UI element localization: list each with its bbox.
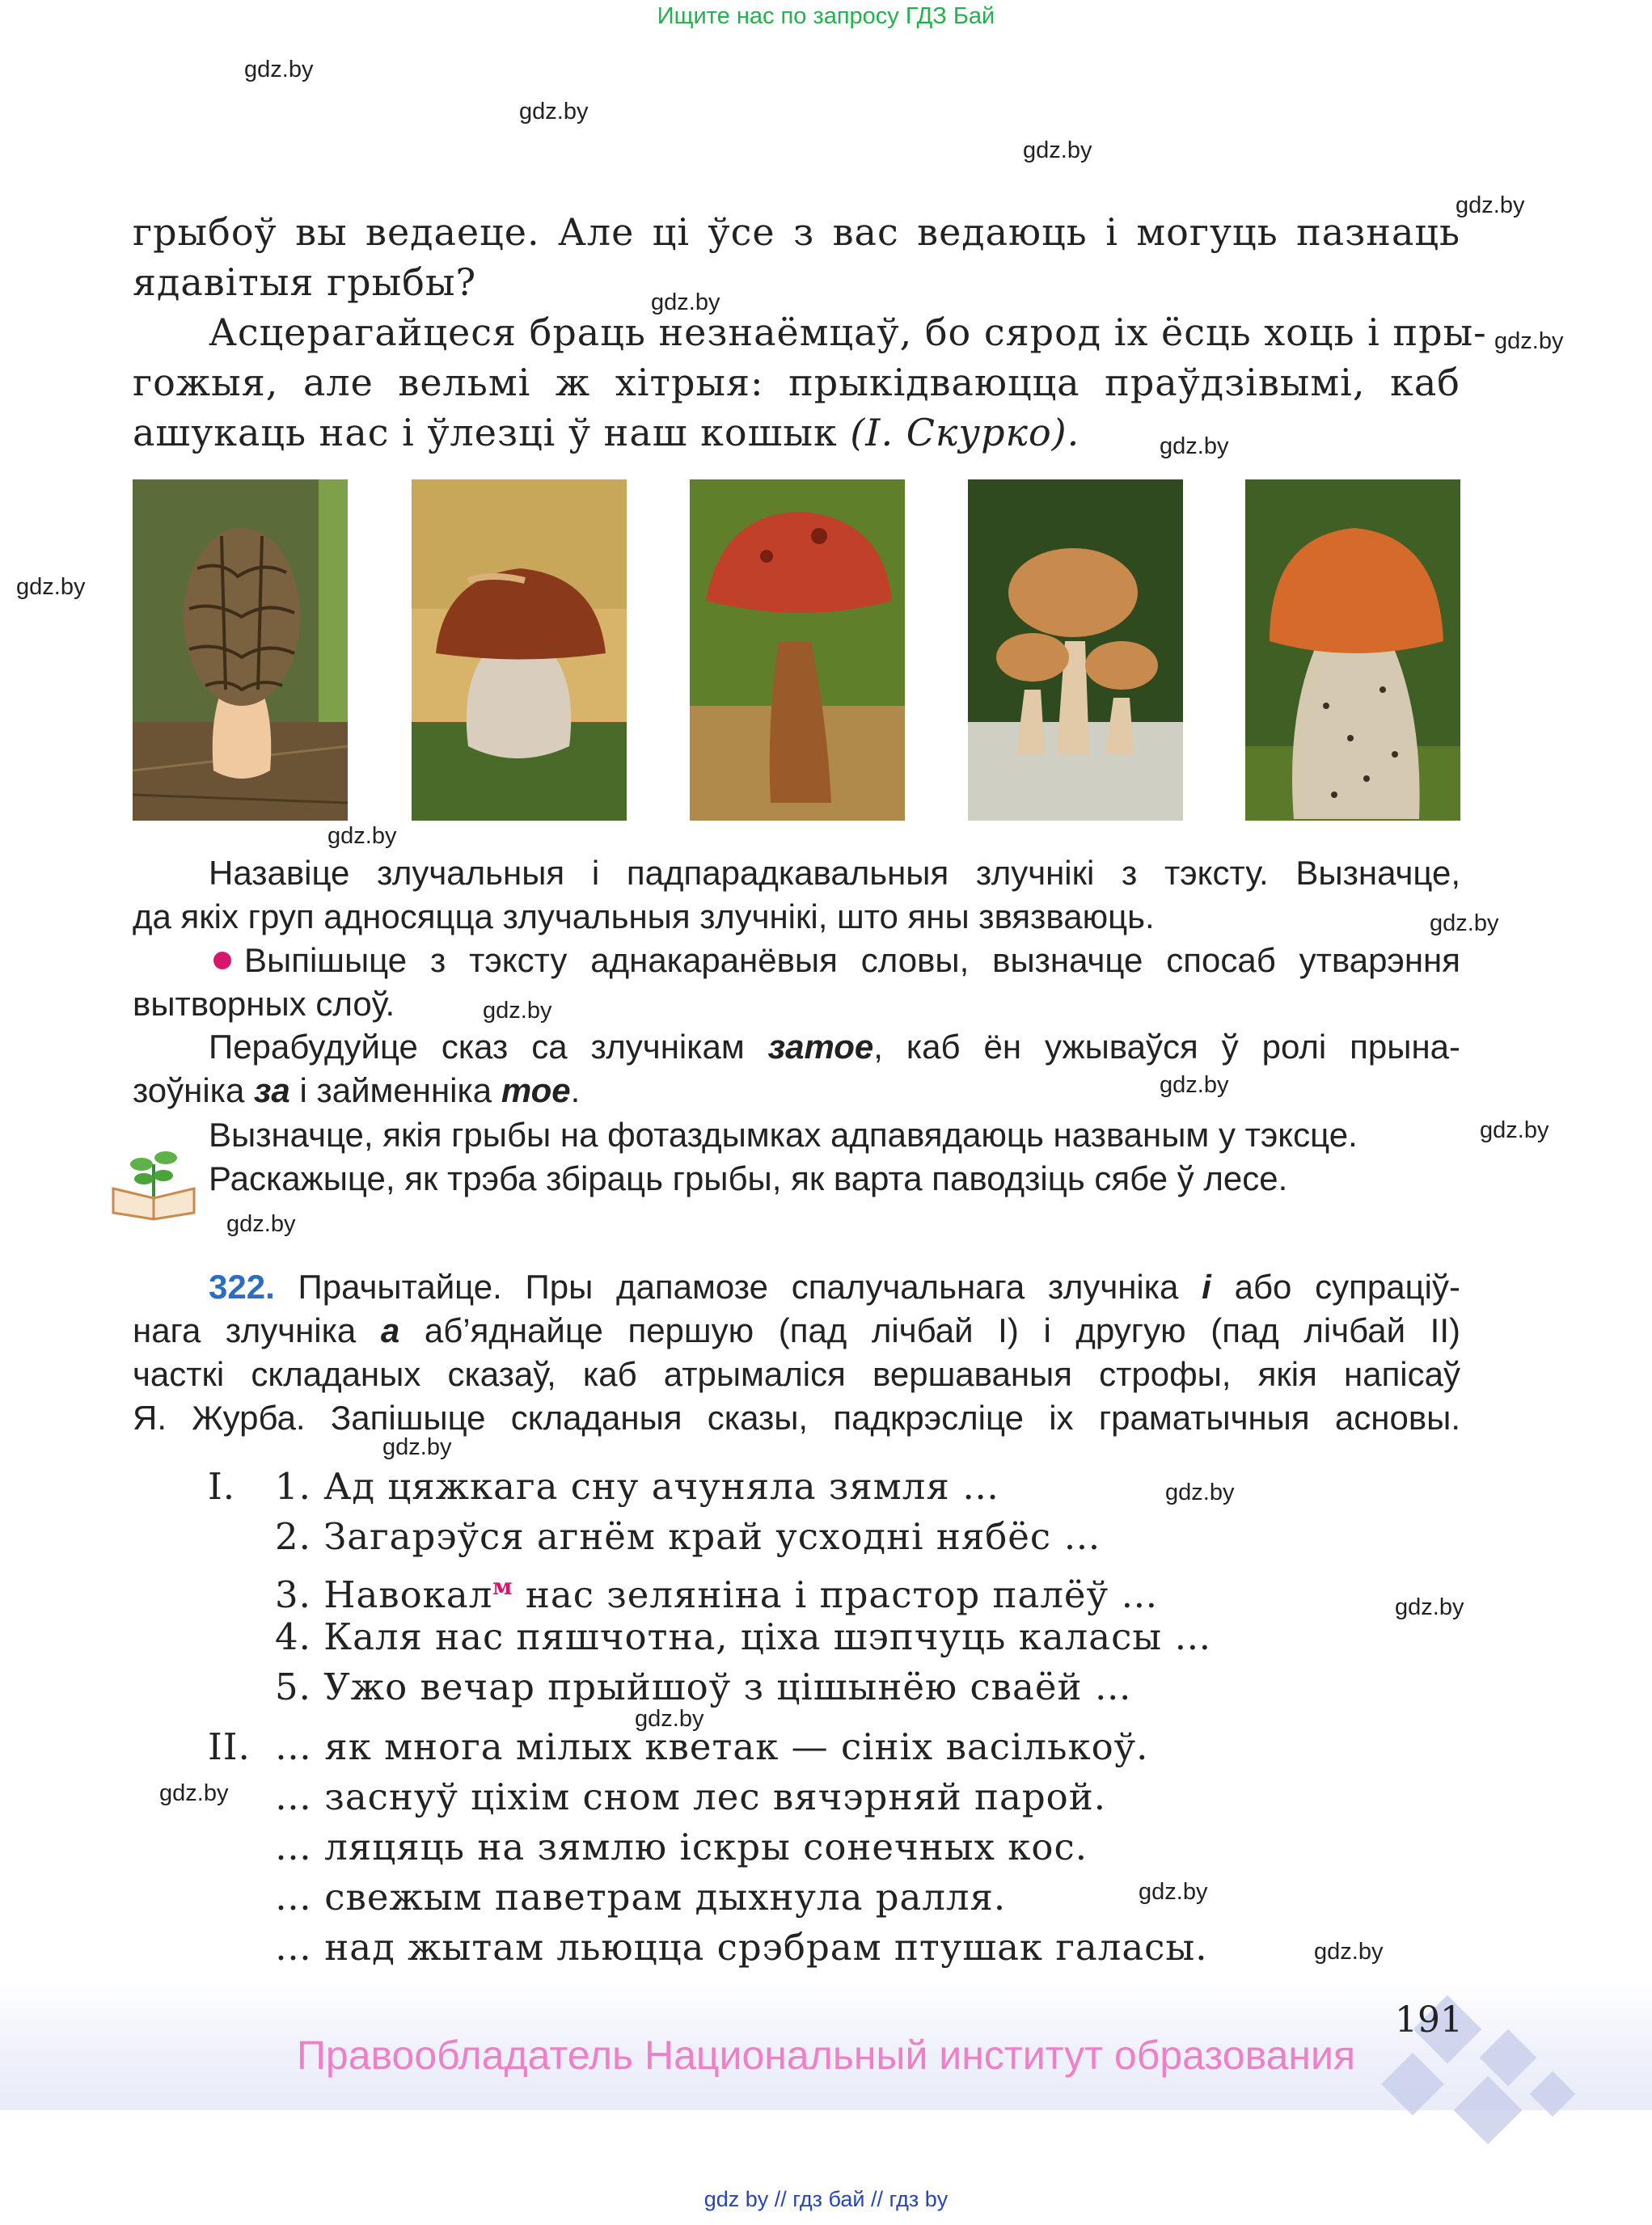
exercise-text: часткі складаных сказаў, каб атрымаліся вершаваныя строфы, якія напісаў: [133, 1355, 1460, 1393]
watermark: gdz.by: [16, 574, 86, 600]
text-line: ядавітыя грыбы?: [133, 260, 477, 304]
exercise-keyword: і: [1202, 1268, 1211, 1306]
task-line: Выпішыце з тэксту аднакаранёвыя словы, вызначце спосаб утварэння: [244, 941, 1460, 979]
task-line: да якіх груп адносяцца злучальныя злучнікі, што яны звязваюць.: [133, 897, 1155, 935]
task-line: Назавіце злучальныя і падпарадкавальныя злучнікі з тэксту. Вызначце,: [209, 854, 1460, 892]
text-line: ашукаць нас і ўлезці ў наш кошык: [133, 411, 838, 454]
poem-line: 4. Каля нас пяшчотна, ціха шэпчуць каласы …: [275, 1615, 1212, 1658]
exercise-text: аб’яднайце першую (пад лічбай І) і другую (пад лічбай ІІ): [399, 1311, 1460, 1349]
task-1: [133, 851, 1460, 939]
task-text: і займенніка: [289, 1071, 501, 1109]
poem-part-label: ІІ.: [208, 1725, 251, 1768]
watermark: gdz.by: [244, 57, 314, 82]
exercise-text: Я. Журба. Запішыце складаныя сказы, падкрэсліце іх граматычныя асновы.: [133, 1399, 1460, 1437]
watermark: gdz.by: [159, 1780, 229, 1806]
watermark: gdz.by: [1160, 433, 1229, 459]
poem-line: 5. Ужо вечар прыйшоў з цішынёю сваёй …: [275, 1666, 1132, 1708]
task-line: Раскажыце, як трэба збіраць грыбы, як варта паводзіць сябе ў лесе.: [209, 1159, 1288, 1197]
watermark: gdz.by: [1314, 1939, 1384, 1965]
watermark: gdz.by: [1430, 910, 1499, 936]
watermark: gdz.by: [1456, 192, 1525, 218]
task-line: вытворных слоў.: [133, 985, 395, 1023]
watermark: gdz.by: [1480, 1117, 1549, 1143]
poem-line: 2. Загарэўся агнём край усходні нябёс …: [275, 1515, 1101, 1558]
task-3: [133, 1025, 1460, 1112]
task-keyword: тое: [501, 1071, 571, 1109]
morel-mushroom-photo: [133, 479, 348, 821]
poem-line: 1. Ад цяжкага сну ачуняла зямля …: [275, 1465, 1000, 1508]
exercise-text: або супраціў-: [1210, 1268, 1461, 1306]
watermark: gdz.by: [635, 1706, 704, 1732]
watermark: gdz.by: [651, 289, 720, 315]
watermark: gdz.by: [1023, 137, 1092, 163]
task-4: [133, 1113, 1460, 1201]
author: (І. Скурко).: [850, 411, 1080, 454]
watermark: gdz.by: [1160, 1072, 1229, 1098]
watermark: gdz.by: [1395, 1594, 1464, 1620]
page-number: 191: [1395, 1999, 1463, 2041]
poem-part-label: І.: [208, 1465, 236, 1508]
task-text: .: [570, 1071, 581, 1109]
watermark: gdz.by: [226, 1211, 296, 1237]
exercise-text: нага злучніка: [133, 1311, 381, 1349]
honey-fungus-photo: [968, 479, 1183, 821]
exercise-number: 322.: [209, 1268, 275, 1306]
top-banner: Ищите нас по запросу ГДЗ Бай: [657, 3, 995, 29]
task-line: Вызначце, якія грыбы на фотаздымках адпавядаюць названым у тэксце.: [209, 1116, 1358, 1154]
footer-links: gdz by // гдз бай // гдз by: [703, 2187, 949, 2211]
poem-line: … як многа мілых кветак — сініх васількоў.: [275, 1725, 1149, 1768]
watermark: gdz.by: [382, 1434, 452, 1460]
porcini-mushroom-photo: [412, 479, 627, 821]
text-line: Асцерагайцеся браць незнаёмцаў, бо сярод іх ёсць хоць і пры-: [209, 310, 1487, 354]
copyright: Правообладатель Национальный институт образования: [296, 2033, 1356, 2078]
task-text: Перабудуйце сказ са злучнікам: [209, 1028, 768, 1066]
orange-cap-boletus-photo: [1245, 479, 1460, 821]
watermark: gdz.by: [1494, 328, 1564, 354]
poem-line: 3. Навокал$^м$ нас зеляніна і прастор палёў …: [275, 1573, 1159, 1616]
poem-line: … заснуў ціхім сном лес вячэрняй парой.: [275, 1775, 1107, 1818]
text-line: гожыя, але вельмі ж хітрыя: прыкідваюцца праўдзівымі, каб: [133, 361, 1460, 404]
bullet-icon: [213, 952, 231, 969]
watermark: gdz.by: [483, 998, 552, 1024]
text-paragraph: [133, 207, 1487, 458]
exercise-text: Прачытайце. Пры дапамозе спалучальнага злучніка: [274, 1268, 1202, 1306]
poem-line: … ляцяць на зямлю іскры сонечных кос.: [275, 1826, 1088, 1868]
poem-line: … над жытам льюцца срэбрам птушак галасы.: [275, 1926, 1208, 1969]
exercise-322: [133, 1265, 1460, 1440]
superscript-mark: м: [492, 1573, 513, 1600]
task-keyword: затое: [767, 1028, 874, 1066]
task-text: зоўніка: [133, 1071, 254, 1109]
exercise-keyword: а: [380, 1311, 400, 1349]
task-keyword: за: [254, 1071, 290, 1109]
watermark: gdz.by: [1165, 1480, 1235, 1505]
watermark: gdz.by: [327, 823, 397, 849]
russula-mushroom-photo: [690, 479, 905, 821]
task-2: [133, 939, 1460, 1026]
task-text: , каб ён ужываўся ў ролі прына-: [873, 1028, 1460, 1066]
watermark: gdz.by: [1139, 1879, 1208, 1905]
poem-line: … свежым паветрам дыхнула ралля.: [275, 1876, 1007, 1919]
watermark: gdz.by: [519, 99, 589, 125]
text-line: грыбоў вы ведаеце. Але ці ўсе з вас ведаюць і могуць пазнаць: [133, 210, 1460, 254]
